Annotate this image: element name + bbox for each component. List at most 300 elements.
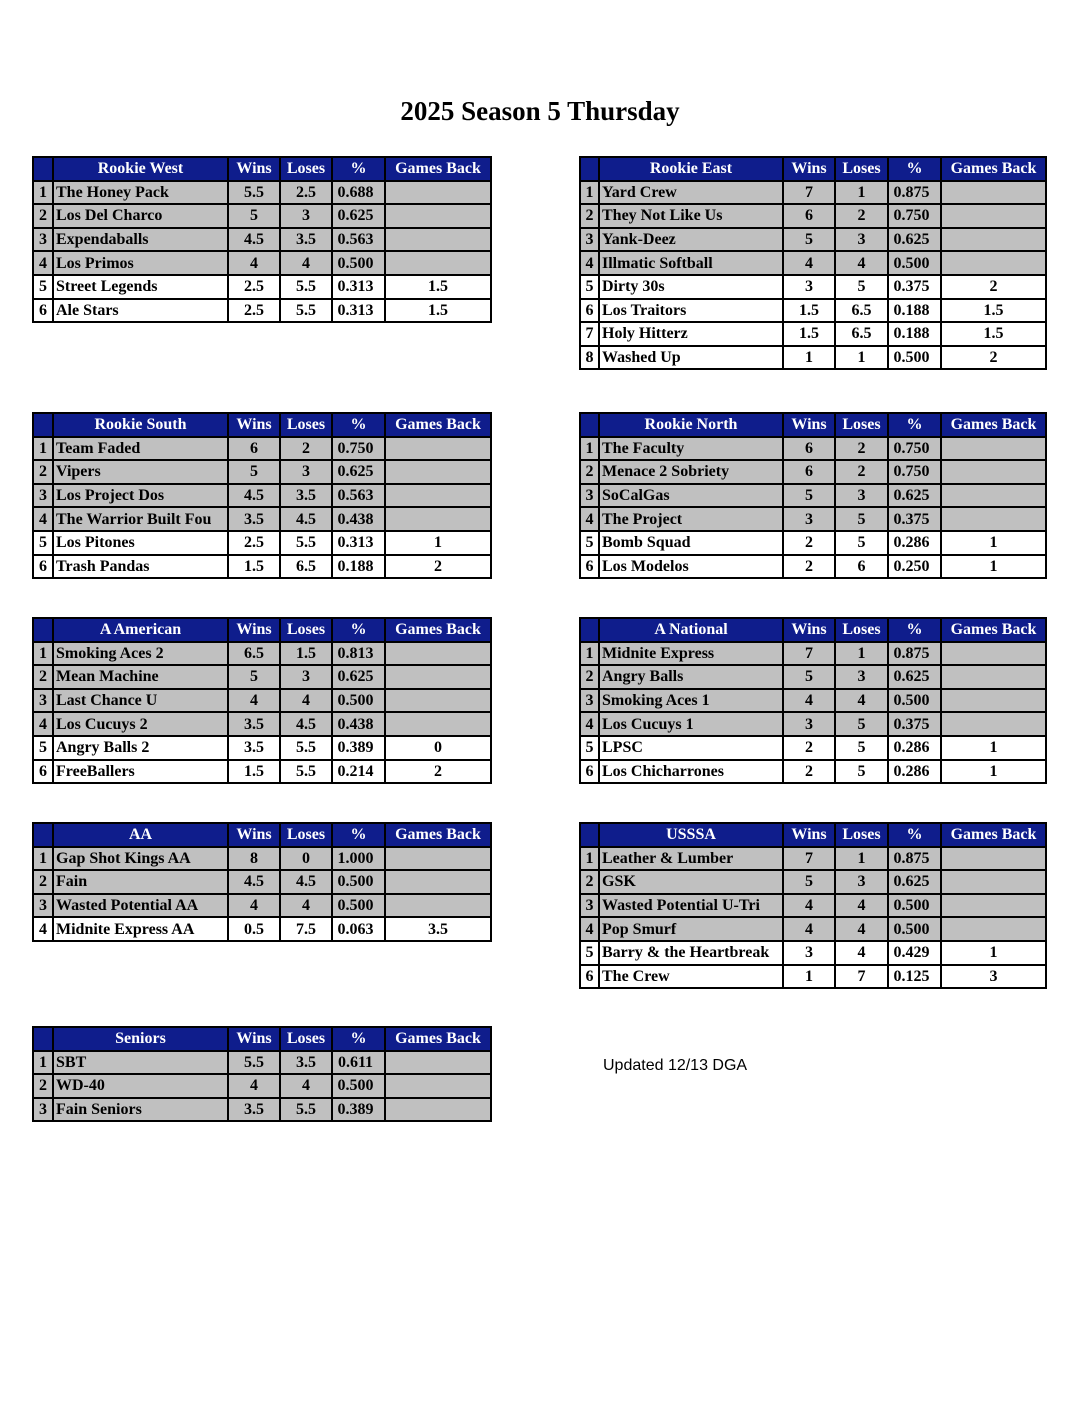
games-back-cell: 2	[941, 346, 1046, 370]
rank-cell: 2	[33, 665, 53, 689]
table-row	[580, 965, 1046, 989]
table-row	[580, 228, 1046, 252]
team-name-cell: Leather & Lumber	[599, 847, 783, 871]
column-header-wins: Wins	[228, 157, 280, 181]
loses-cell: 5.5	[280, 736, 332, 760]
wins-cell: 5.5	[228, 181, 280, 205]
rank-cell: 4	[33, 251, 53, 275]
table-row	[580, 275, 1046, 299]
rank-cell: 5	[580, 275, 599, 299]
rank-cell: 6	[580, 299, 599, 323]
division-name: Rookie South	[53, 413, 228, 437]
team-name-cell: Trash Pandas	[53, 555, 228, 579]
table-row	[33, 689, 491, 713]
pct-cell: 0.429	[888, 941, 941, 965]
team-name-cell: Angry Balls	[599, 665, 783, 689]
column-header-wins: Wins	[783, 823, 835, 847]
games-back-cell	[385, 204, 491, 228]
table-row	[33, 484, 491, 508]
team-name-cell: Smoking Aces 1	[599, 689, 783, 713]
pct-cell: 0.389	[332, 736, 385, 760]
table-row	[580, 941, 1046, 965]
games-back-cell	[385, 847, 491, 871]
rank-cell: 3	[33, 689, 53, 713]
table-row	[33, 712, 491, 736]
table-row	[33, 460, 491, 484]
games-back-cell: 1.5	[385, 275, 491, 299]
team-name-cell: Yard Crew	[599, 181, 783, 205]
pct-cell: 0.750	[888, 437, 941, 461]
pct-cell: 0.389	[332, 1098, 385, 1122]
table-row	[580, 346, 1046, 370]
team-name-cell: Angry Balls 2	[53, 736, 228, 760]
division-name: AA	[53, 823, 228, 847]
rank-cell: 3	[580, 228, 599, 252]
loses-cell: 4	[835, 689, 888, 713]
pct-cell: 0.875	[888, 642, 941, 666]
column-header-loses: Loses	[835, 413, 888, 437]
rank-header	[580, 618, 599, 642]
loses-cell: 3.5	[280, 228, 332, 252]
loses-cell: 1	[835, 847, 888, 871]
rank-cell: 5	[33, 531, 53, 555]
rank-cell: 1	[33, 437, 53, 461]
loses-cell: 1	[835, 642, 888, 666]
rank-cell: 4	[33, 712, 53, 736]
wins-cell: 4	[783, 917, 835, 941]
games-back-cell: 1	[941, 555, 1046, 579]
table-row	[580, 251, 1046, 275]
rank-cell: 3	[33, 228, 53, 252]
column-header-games-back: Games Back	[941, 618, 1046, 642]
table-row	[33, 555, 491, 579]
team-name-cell: Pop Smurf	[599, 917, 783, 941]
rank-cell: 2	[580, 204, 599, 228]
wins-cell: 4	[228, 689, 280, 713]
wins-cell: 1	[783, 965, 835, 989]
pct-cell: 0.688	[332, 181, 385, 205]
games-back-cell	[941, 507, 1046, 531]
pct-cell: 0.500	[888, 917, 941, 941]
table-header-row	[580, 618, 1046, 642]
table-row	[33, 642, 491, 666]
loses-cell: 4	[280, 894, 332, 918]
rank-cell: 8	[580, 346, 599, 370]
standings-table-aa	[32, 822, 492, 942]
rank-cell: 1	[33, 1051, 53, 1075]
team-name-cell: SoCalGas	[599, 484, 783, 508]
loses-cell: 0	[280, 847, 332, 871]
table-row	[33, 299, 491, 323]
rank-cell: 3	[33, 484, 53, 508]
loses-cell: 6.5	[835, 322, 888, 346]
pct-cell: 0.750	[888, 204, 941, 228]
games-back-cell: 1	[941, 736, 1046, 760]
team-name-cell: FreeBallers	[53, 760, 228, 784]
column-header-games-back: Games Back	[385, 413, 491, 437]
loses-cell: 5.5	[280, 299, 332, 323]
wins-cell: 8	[228, 847, 280, 871]
loses-cell: 2	[280, 437, 332, 461]
wins-cell: 1.5	[783, 322, 835, 346]
table-header-row	[580, 823, 1046, 847]
team-name-cell: Los Del Charco	[53, 204, 228, 228]
pct-cell: 0.500	[888, 346, 941, 370]
loses-cell: 5	[835, 507, 888, 531]
rank-header	[33, 618, 53, 642]
pct-cell: 0.286	[888, 531, 941, 555]
wins-cell: 4.5	[228, 870, 280, 894]
wins-cell: 3.5	[228, 712, 280, 736]
team-name-cell: Los Cucuys 2	[53, 712, 228, 736]
loses-cell: 2.5	[280, 181, 332, 205]
loses-cell: 3	[835, 228, 888, 252]
column-header-pct: %	[332, 823, 385, 847]
pct-cell: 0.500	[332, 251, 385, 275]
loses-cell: 3	[835, 484, 888, 508]
loses-cell: 7.5	[280, 917, 332, 941]
table-row	[33, 275, 491, 299]
table-row	[580, 894, 1046, 918]
table-row	[580, 460, 1046, 484]
wins-cell: 2	[783, 760, 835, 784]
loses-cell: 2	[835, 437, 888, 461]
wins-cell: 4	[228, 251, 280, 275]
table-header-row	[33, 1027, 491, 1051]
loses-cell: 4	[835, 941, 888, 965]
loses-cell: 4.5	[280, 712, 332, 736]
loses-cell: 5	[835, 736, 888, 760]
wins-cell: 2	[783, 531, 835, 555]
table-row	[580, 870, 1046, 894]
wins-cell: 4	[783, 689, 835, 713]
wins-cell: 5	[783, 228, 835, 252]
wins-cell: 2	[783, 555, 835, 579]
pct-cell: 0.750	[888, 460, 941, 484]
games-back-cell: 3.5	[385, 917, 491, 941]
loses-cell: 1.5	[280, 642, 332, 666]
team-name-cell: Street Legends	[53, 275, 228, 299]
team-name-cell: Los Cucuys 1	[599, 712, 783, 736]
standings-table-a-national	[579, 617, 1047, 784]
pct-cell: 0.625	[332, 460, 385, 484]
games-back-cell	[941, 460, 1046, 484]
pct-cell: 0.750	[332, 437, 385, 461]
games-back-cell	[385, 689, 491, 713]
games-back-cell: 1.5	[941, 322, 1046, 346]
rank-header	[580, 823, 599, 847]
pct-cell: 0.625	[888, 870, 941, 894]
standings-table-rookie-south	[32, 412, 492, 579]
updated-note: Updated 12/13 DGA	[603, 1057, 748, 1074]
wins-cell: 7	[783, 181, 835, 205]
team-name-cell: Mean Machine	[53, 665, 228, 689]
rank-header	[33, 1027, 53, 1051]
loses-cell: 6.5	[835, 299, 888, 323]
team-name-cell: Ale Stars	[53, 299, 228, 323]
rank-cell: 5	[580, 941, 599, 965]
wins-cell: 1.5	[228, 760, 280, 784]
table-row	[580, 760, 1046, 784]
table-row	[580, 484, 1046, 508]
pct-cell: 0.625	[888, 228, 941, 252]
team-name-cell: Midnite Express	[599, 642, 783, 666]
pct-cell: 0.250	[888, 555, 941, 579]
games-back-cell	[385, 181, 491, 205]
team-name-cell: Washed Up	[599, 346, 783, 370]
team-name-cell: Fain	[53, 870, 228, 894]
rank-cell: 5	[580, 531, 599, 555]
wins-cell: 3	[783, 941, 835, 965]
table-row	[580, 689, 1046, 713]
table-row	[580, 322, 1046, 346]
rank-header	[33, 413, 53, 437]
games-back-cell	[941, 917, 1046, 941]
loses-cell: 4	[280, 251, 332, 275]
table-row	[580, 712, 1046, 736]
division-name: Seniors	[53, 1027, 228, 1051]
loses-cell: 3	[280, 204, 332, 228]
games-back-cell: 1	[385, 531, 491, 555]
column-header-loses: Loses	[280, 618, 332, 642]
loses-cell: 5	[835, 531, 888, 555]
loses-cell: 5	[835, 275, 888, 299]
column-header-loses: Loses	[835, 157, 888, 181]
loses-cell: 4	[835, 251, 888, 275]
team-name-cell: The Project	[599, 507, 783, 531]
table-row	[33, 181, 491, 205]
standings-table-rookie-east	[579, 156, 1047, 370]
loses-cell: 3	[835, 665, 888, 689]
wins-cell: 5.5	[228, 1051, 280, 1075]
table-row	[33, 760, 491, 784]
column-header-games-back: Games Back	[941, 413, 1046, 437]
pct-cell: 0.286	[888, 736, 941, 760]
column-header-pct: %	[888, 413, 941, 437]
wins-cell: 3.5	[228, 507, 280, 531]
table-row	[33, 204, 491, 228]
pct-cell: 0.063	[332, 917, 385, 941]
rank-cell: 4	[580, 507, 599, 531]
division-name: Rookie West	[53, 157, 228, 181]
column-header-games-back: Games Back	[385, 823, 491, 847]
games-back-cell	[941, 642, 1046, 666]
loses-cell: 7	[835, 965, 888, 989]
column-header-loses: Loses	[835, 823, 888, 847]
games-back-cell	[385, 894, 491, 918]
games-back-cell	[941, 484, 1046, 508]
column-header-wins: Wins	[228, 413, 280, 437]
rank-header	[33, 157, 53, 181]
pct-cell: 0.625	[332, 665, 385, 689]
wins-cell: 4	[228, 1074, 280, 1098]
column-header-wins: Wins	[783, 618, 835, 642]
page-title: 2025 Season 5 Thursday	[400, 96, 680, 126]
column-header-wins: Wins	[783, 157, 835, 181]
pct-cell: 0.313	[332, 299, 385, 323]
wins-cell: 2.5	[228, 275, 280, 299]
games-back-cell	[385, 665, 491, 689]
loses-cell: 3	[835, 870, 888, 894]
loses-cell: 5.5	[280, 1098, 332, 1122]
pct-cell: 0.313	[332, 531, 385, 555]
table-row	[580, 299, 1046, 323]
team-name-cell: Los Traitors	[599, 299, 783, 323]
loses-cell: 6	[835, 555, 888, 579]
games-back-cell	[385, 507, 491, 531]
loses-cell: 5.5	[280, 531, 332, 555]
team-name-cell: Midnite Express AA	[53, 917, 228, 941]
team-name-cell: Wasted Potential U-Tri	[599, 894, 783, 918]
wins-cell: 2	[783, 736, 835, 760]
games-back-cell	[385, 642, 491, 666]
rank-cell: 5	[580, 736, 599, 760]
games-back-cell	[941, 847, 1046, 871]
wins-cell: 2.5	[228, 531, 280, 555]
loses-cell: 1	[835, 181, 888, 205]
games-back-cell	[941, 228, 1046, 252]
column-header-games-back: Games Back	[941, 823, 1046, 847]
column-header-games-back: Games Back	[385, 1027, 491, 1051]
pct-cell: 0.813	[332, 642, 385, 666]
wins-cell: 5	[228, 460, 280, 484]
wins-cell: 7	[783, 847, 835, 871]
wins-cell: 4	[783, 251, 835, 275]
games-back-cell	[941, 689, 1046, 713]
team-name-cell: Team Faded	[53, 437, 228, 461]
loses-cell: 3	[280, 665, 332, 689]
standings-table-seniors	[32, 1026, 492, 1122]
rank-cell: 1	[33, 642, 53, 666]
column-header-games-back: Games Back	[385, 157, 491, 181]
standings-table-usssa	[579, 822, 1047, 989]
loses-cell: 4	[835, 894, 888, 918]
games-back-cell	[385, 1098, 491, 1122]
team-name-cell: Wasted Potential AA	[53, 894, 228, 918]
pct-cell: 0.500	[888, 894, 941, 918]
wins-cell: 1.5	[228, 555, 280, 579]
wins-cell: 6	[783, 460, 835, 484]
loses-cell: 1	[835, 346, 888, 370]
rank-cell: 4	[580, 712, 599, 736]
rank-cell: 6	[580, 965, 599, 989]
games-back-cell	[385, 870, 491, 894]
games-back-cell	[385, 228, 491, 252]
table-header-row	[33, 823, 491, 847]
games-back-cell: 0	[385, 736, 491, 760]
games-back-cell	[941, 251, 1046, 275]
games-back-cell: 3	[941, 965, 1046, 989]
wins-cell: 6	[228, 437, 280, 461]
column-header-loses: Loses	[280, 157, 332, 181]
pct-cell: 0.375	[888, 712, 941, 736]
pct-cell: 0.500	[332, 1074, 385, 1098]
division-name: Rookie East	[599, 157, 783, 181]
table-row	[33, 870, 491, 894]
table-row	[580, 437, 1046, 461]
table-row	[33, 847, 491, 871]
rank-cell: 2	[33, 1074, 53, 1098]
rank-cell: 4	[580, 251, 599, 275]
standings-table-rookie-north	[579, 412, 1047, 579]
rank-cell: 1	[580, 181, 599, 205]
wins-cell: 4	[783, 894, 835, 918]
games-back-cell	[385, 1074, 491, 1098]
table-row	[33, 251, 491, 275]
pct-cell: 0.875	[888, 181, 941, 205]
column-header-pct: %	[332, 1027, 385, 1051]
table-row	[33, 736, 491, 760]
column-header-wins: Wins	[228, 618, 280, 642]
rank-cell: 3	[580, 689, 599, 713]
team-name-cell: Gap Shot Kings AA	[53, 847, 228, 871]
team-name-cell: Menace 2 Sobriety	[599, 460, 783, 484]
division-name: A American	[53, 618, 228, 642]
wins-cell: 4.5	[228, 484, 280, 508]
column-header-games-back: Games Back	[941, 157, 1046, 181]
team-name-cell: Expendaballs	[53, 228, 228, 252]
column-header-loses: Loses	[280, 413, 332, 437]
wins-cell: 5	[228, 665, 280, 689]
pct-cell: 0.563	[332, 484, 385, 508]
table-row	[33, 1098, 491, 1122]
table-row	[33, 228, 491, 252]
pct-cell: 0.188	[888, 299, 941, 323]
loses-cell: 3	[280, 460, 332, 484]
team-name-cell: Los Modelos	[599, 555, 783, 579]
rank-cell: 6	[33, 299, 53, 323]
rank-cell: 3	[580, 484, 599, 508]
pct-cell: 0.313	[332, 275, 385, 299]
rank-cell: 1	[580, 847, 599, 871]
pct-cell: 0.875	[888, 847, 941, 871]
table-row	[33, 917, 491, 941]
games-back-cell	[941, 870, 1046, 894]
team-name-cell: Barry & the Heartbreak	[599, 941, 783, 965]
wins-cell: 1.5	[783, 299, 835, 323]
column-header-pct: %	[888, 618, 941, 642]
pct-cell: 0.438	[332, 507, 385, 531]
loses-cell: 4	[280, 1074, 332, 1098]
pct-cell: 0.375	[888, 275, 941, 299]
wins-cell: 4.5	[228, 228, 280, 252]
team-name-cell: The Warrior Built Fou	[53, 507, 228, 531]
team-name-cell: SBT	[53, 1051, 228, 1075]
rank-cell: 6	[33, 555, 53, 579]
column-header-pct: %	[332, 618, 385, 642]
wins-cell: 5	[783, 665, 835, 689]
table-row	[580, 665, 1046, 689]
table-row	[33, 1051, 491, 1075]
table-row	[33, 437, 491, 461]
games-back-cell: 2	[385, 555, 491, 579]
wins-cell: 6	[783, 204, 835, 228]
table-row	[580, 642, 1046, 666]
pct-cell: 0.375	[888, 507, 941, 531]
rank-cell: 2	[33, 204, 53, 228]
rank-cell: 6	[580, 760, 599, 784]
rank-header	[580, 157, 599, 181]
rank-cell: 3	[580, 894, 599, 918]
loses-cell: 3.5	[280, 484, 332, 508]
loses-cell: 4.5	[280, 507, 332, 531]
table-row	[33, 1074, 491, 1098]
loses-cell: 5	[835, 760, 888, 784]
rank-cell: 3	[33, 894, 53, 918]
wins-cell: 0.5	[228, 917, 280, 941]
games-back-cell: 1	[941, 760, 1046, 784]
rank-cell: 1	[33, 181, 53, 205]
